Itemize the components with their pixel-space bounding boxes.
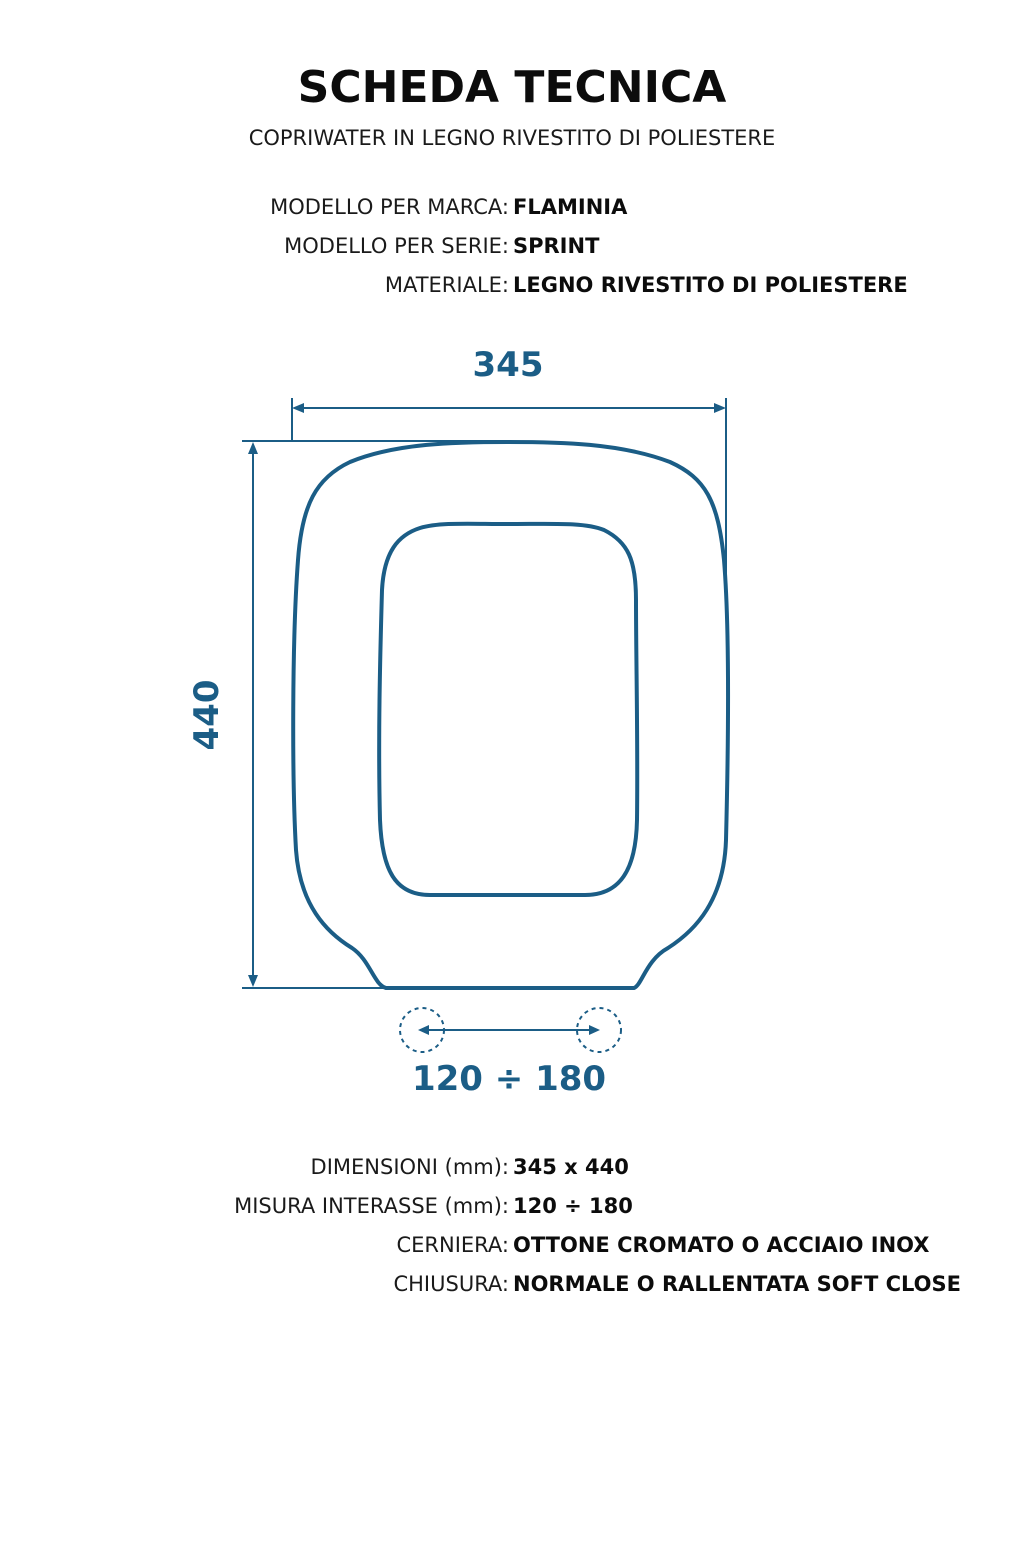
arrow-right-icon <box>589 1025 600 1035</box>
spec-label: MATERIALE: <box>384 273 509 297</box>
spec-label: MODELLO PER MARCA: <box>270 195 509 219</box>
spec-label: MISURA INTERASSE (mm): <box>234 1194 509 1218</box>
width-label: 345 <box>472 345 544 385</box>
spec-value: NORMALE O RALLENTATA SOFT CLOSE <box>513 1272 961 1296</box>
spec-label: CERNIERA: <box>396 1233 509 1257</box>
spec-label: CHIUSURA: <box>393 1272 509 1296</box>
page-title: SCHEDA TECNICA <box>297 62 727 113</box>
spec-value: FLAMINIA <box>513 195 628 219</box>
spec-row-closure <box>0 1272 1024 1302</box>
arrow-left-icon <box>292 403 304 413</box>
spec-row-hinge <box>0 1233 1024 1263</box>
spec-value: 345 x 440 <box>513 1155 629 1179</box>
arrow-up-icon <box>248 442 258 454</box>
interaxis-label: 120 ÷ 180 <box>411 1059 607 1099</box>
seat-inner-opening <box>379 524 637 895</box>
spec-row-interaxis <box>0 1194 1024 1224</box>
spec-value: 120 ÷ 180 <box>513 1194 633 1218</box>
spec-label: DIMENSIONI (mm): <box>310 1155 509 1179</box>
spec-value: LEGNO RIVESTITO DI POLIESTERE <box>513 273 908 297</box>
arrow-down-icon <box>248 975 258 987</box>
arrow-left-icon <box>418 1025 429 1035</box>
spec-label: MODELLO PER SERIE: <box>284 234 509 258</box>
height-label: 440 <box>187 679 227 751</box>
arrow-right-icon <box>714 403 726 413</box>
spec-row-dimensions <box>0 1155 1024 1185</box>
spec-value: OTTONE CROMATO O ACCIAIO INOX <box>513 1233 930 1257</box>
page-subtitle: COPRIWATER IN LEGNO RIVESTITO DI POLIESTERE <box>248 126 776 150</box>
spec-value: SPRINT <box>513 234 600 258</box>
